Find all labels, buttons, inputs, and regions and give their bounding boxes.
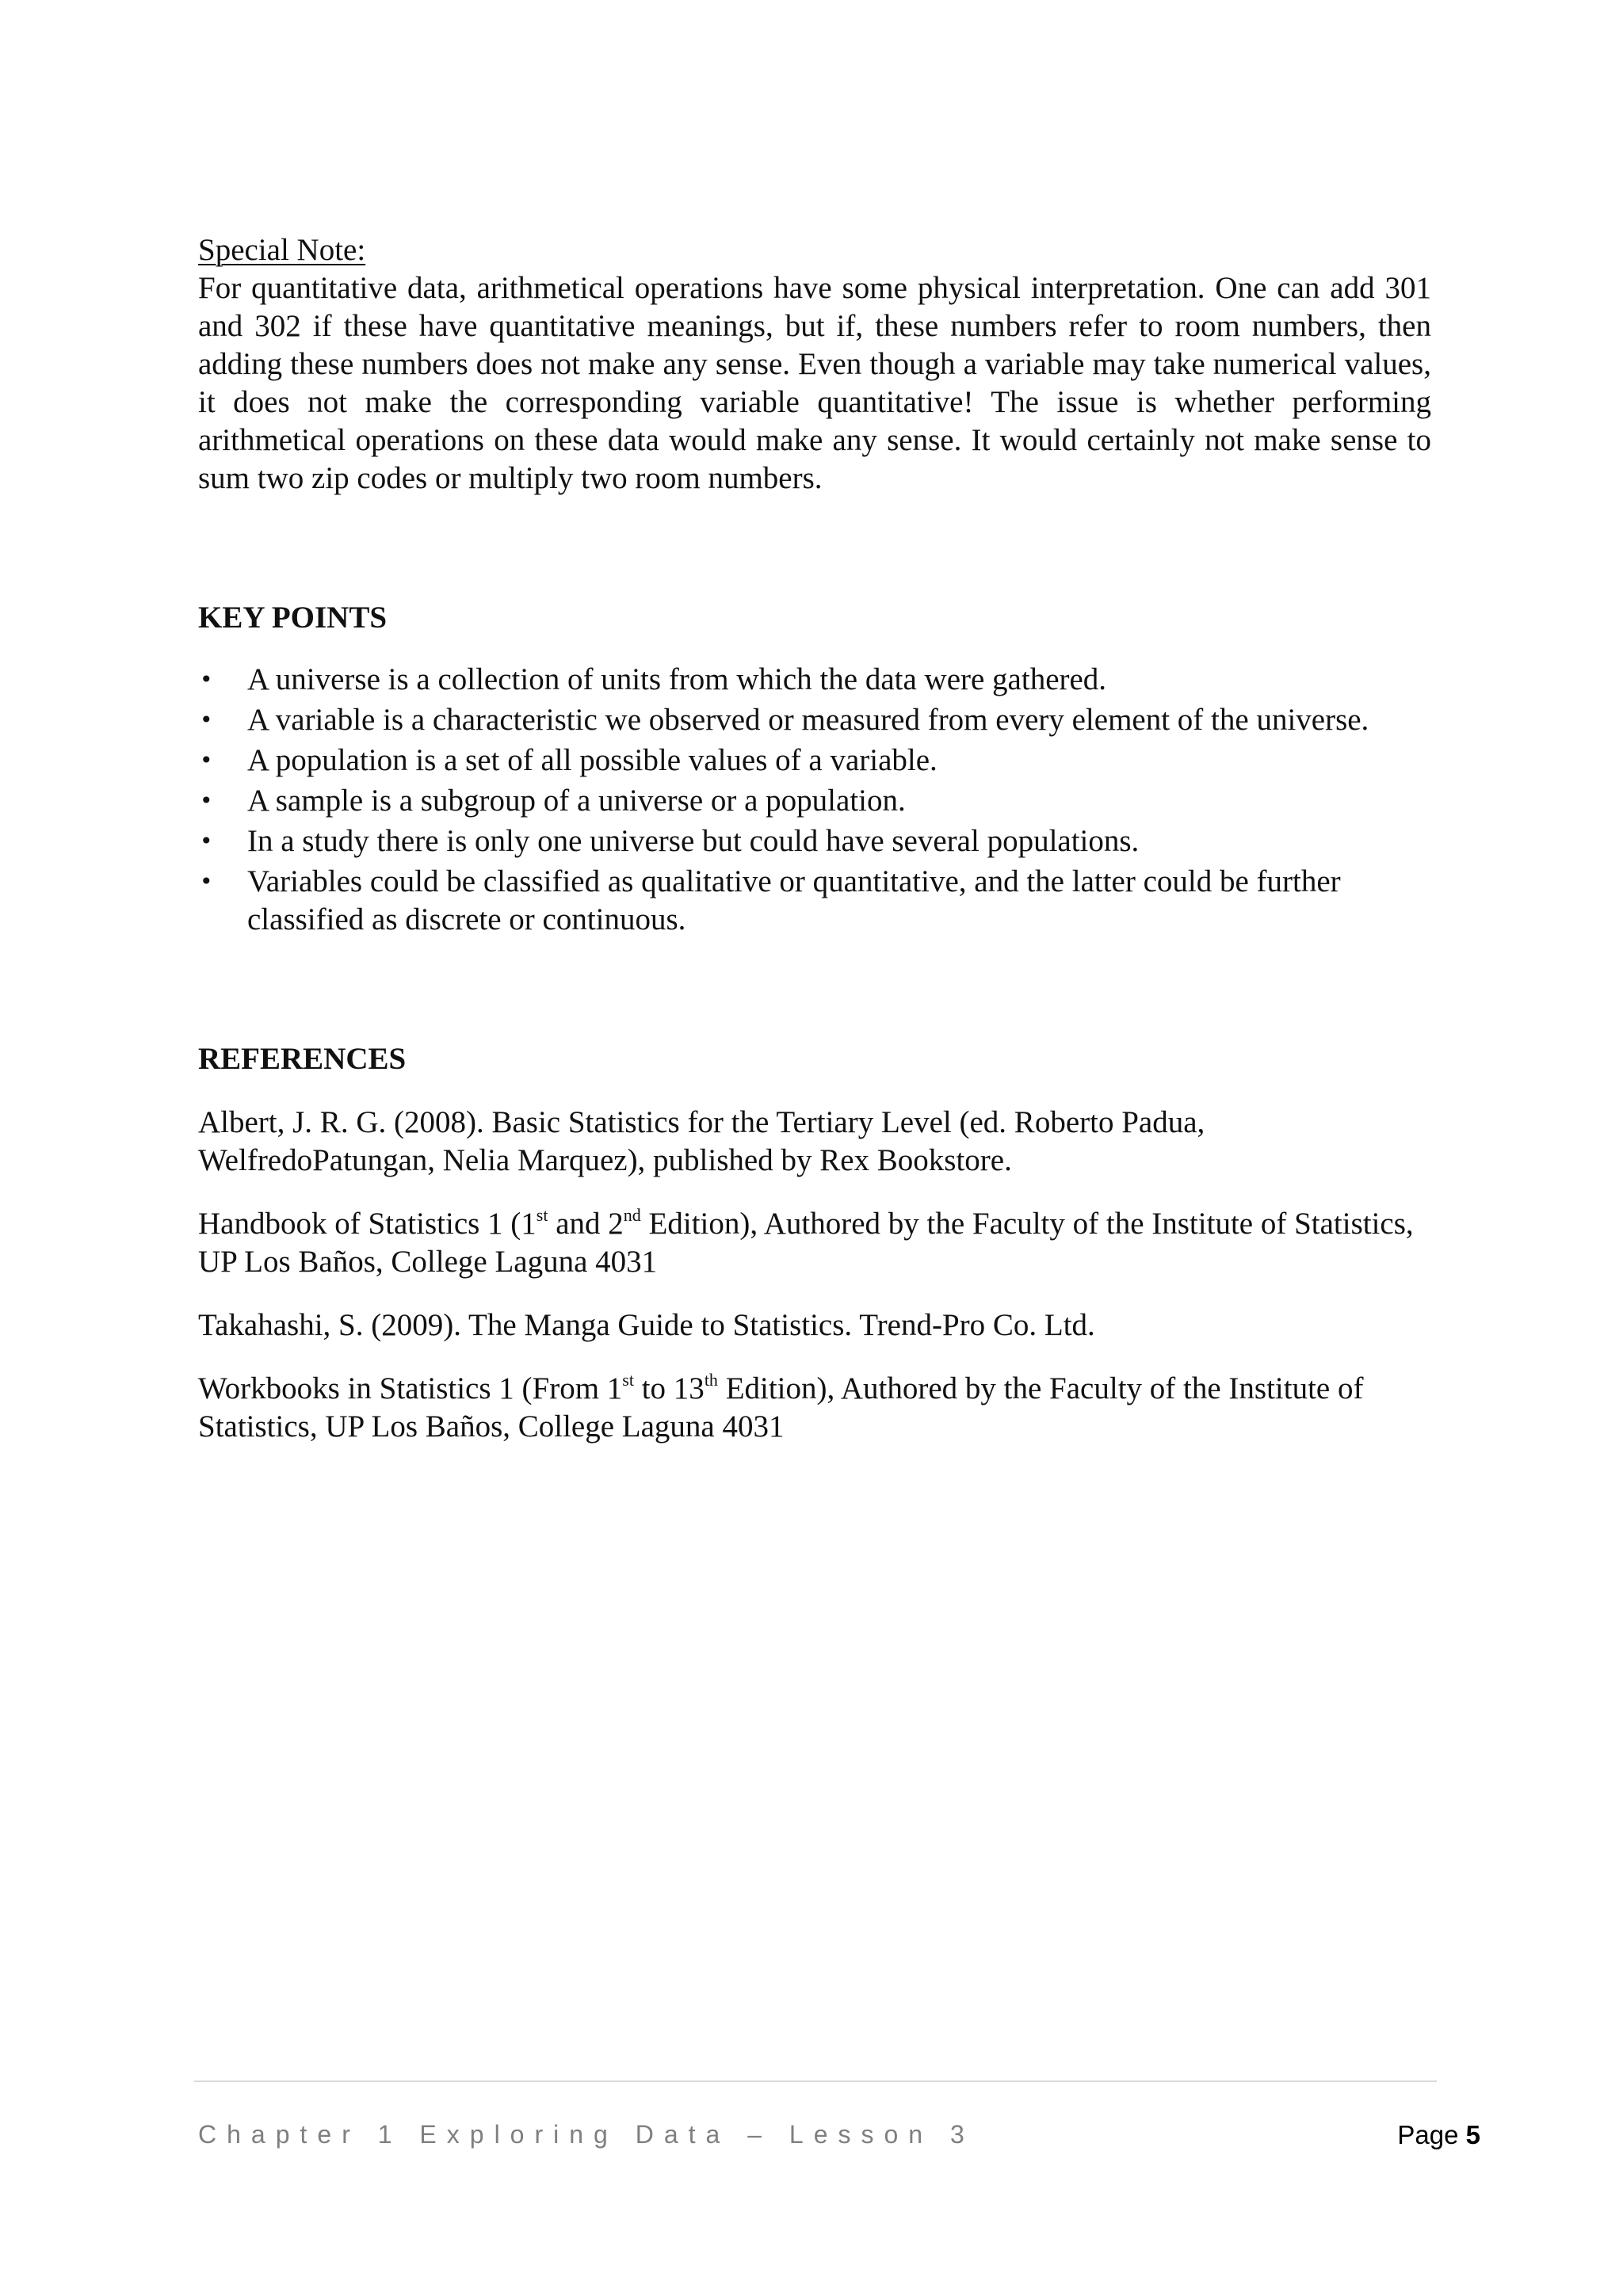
bullet-icon: •: [200, 666, 213, 692]
list-item: • Variables could be classified as qualitative or quantitative, and the latter could be further classified as discrete or continuous.: [200, 864, 1341, 936]
key-points-list: [198, 661, 1431, 939]
list-item: • A population is a set of all possible values of a variable.: [198, 742, 1431, 780]
list-item: • A variable is a characteristic we observed or measured from every element of the universe.: [198, 701, 1431, 739]
reference-entry: Workbooks in Statistics 1 (From 1st to 13th Edition), Authored by the Faculty of the Institute of Statistics, UP Los Baños, College Laguna 4031: [198, 1370, 1364, 1444]
footer-chapter-title: Chapter 1 Exploring Data – Lesson 3: [198, 2120, 975, 2149]
reference-entry: Handbook of Statistics 1 (1st and 2nd Edition), Authored by the Faculty of the Institute of Statistics, UP Los Baños, College Laguna 4031: [198, 1205, 1414, 1279]
bullet-icon: •: [200, 707, 213, 733]
bullet-icon: •: [200, 868, 213, 894]
list-item: • A universe is a collection of units from which the data were gathered.: [198, 661, 1431, 699]
key-points-heading: KEY POINTS: [198, 601, 388, 635]
list-item: • A sample is a subgroup of a universe or a population.: [198, 782, 1431, 820]
references-heading: REFERENCES: [198, 1042, 407, 1076]
footer-divider: [194, 2081, 1437, 2082]
list-item: • In a study there is only one universe but could have several populations.: [198, 822, 1431, 860]
bullet-icon: •: [200, 747, 213, 773]
document-page: [198, 231, 1431, 1446]
special-note-heading: Special Note:: [198, 233, 366, 267]
reference-entry: Albert, J. R. G. (2008). Basic Statistics for the Tertiary Level (ed. Roberto Padua, WelfredoPatungan, Nelia Marquez), published by Rex Bookstore.: [198, 1105, 1205, 1177]
footer-page-number: Page 5: [1397, 2120, 1480, 2149]
bullet-icon: •: [200, 788, 213, 814]
bullet-icon: •: [200, 828, 213, 854]
special-note-body: For quantitative data, arithmetical operations have some physical interpretation. One can add 301 and 302 if these have quantitative meanings, but if, these numbers refer to room numbers, then adding these numbers does not make any sense. Even though a variable may take numerical values, it does not make the corresponding variable quantitative! The issue is whether performing arithmetical operations on these data would make any sense. It would certainly not make sense to sum two zip codes or multiply two room numbers.: [198, 271, 1431, 495]
reference-entry: Takahashi, S. (2009). The Manga Guide to Statistics. Trend-Pro Co. Ltd.: [198, 1308, 1095, 1342]
